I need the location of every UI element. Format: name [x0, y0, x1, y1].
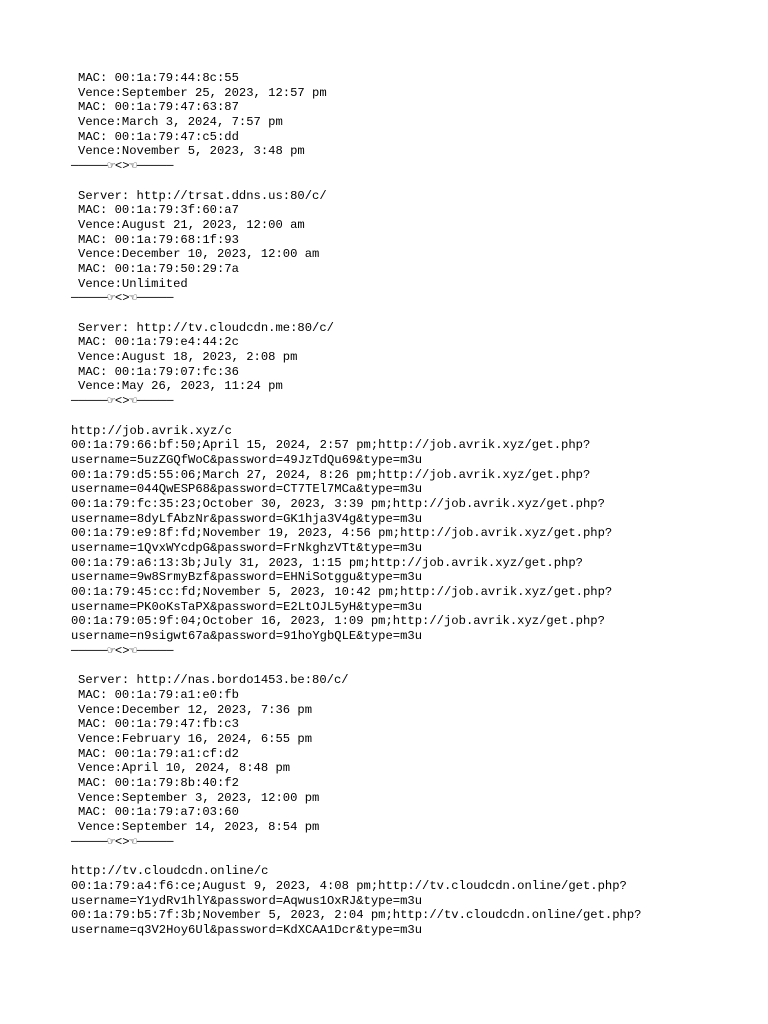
- m3u-credentials-line: username=044QwESP68&password=CT7TEl7MCa&type=m3u: [71, 482, 423, 497]
- m3u-entry-line: 00:1a:79:d5:55:06;March 27, 2024, 8:26 pm;http://job.avrik.xyz/get.php?: [71, 467, 591, 482]
- server-block-3: [71, 673, 751, 849]
- mac-line: MAC: 00:1a:79:47:63:87: [78, 100, 239, 115]
- separator-line: ─────☞<>☜─────: [71, 159, 174, 174]
- blank-line: [71, 174, 751, 189]
- vence-line: Vence:August 18, 2023, 2:08 pm: [78, 350, 298, 365]
- portal-url-line: http://tv.cloudcdn.online/c: [71, 864, 269, 879]
- mac-line: MAC: 00:1a:79:47:c5:dd: [78, 129, 239, 144]
- vence-line: Vence:May 26, 2023, 11:24 pm: [78, 379, 283, 394]
- server-block-1: [71, 189, 751, 307]
- vence-line: Vence:December 10, 2023, 12:00 am: [78, 247, 320, 262]
- mac-line: MAC: 00:1a:79:a1:e0:fb: [78, 687, 239, 702]
- blank-line: [71, 659, 751, 674]
- mac-line: MAC: 00:1a:79:a1:cf:d2: [78, 746, 239, 761]
- m3u-entry-line: 00:1a:79:66:bf:50;April 15, 2024, 2:57 pm;http://job.avrik.xyz/get.php?: [71, 438, 591, 453]
- m3u-entry-line: 00:1a:79:05:9f:04;October 16, 2023, 1:09 pm;http://job.avrik.xyz/get.php?: [71, 614, 605, 629]
- vence-line: Vence:November 5, 2023, 3:48 pm: [78, 144, 305, 159]
- m3u-entry-line: 00:1a:79:a6:13:3b;July 31, 2023, 1:15 pm;http://job.avrik.xyz/get.php?: [71, 555, 583, 570]
- separator-line: ─────☞<>☜─────: [71, 834, 174, 849]
- blank-line: [71, 306, 751, 321]
- separator-line: ─────☞<>☜─────: [71, 394, 174, 409]
- mac-line: MAC: 00:1a:79:07:fc:36: [78, 364, 239, 379]
- m3u-credentials-line: username=Y1ydRv1hlY&password=Aqwus1OxRJ&type=m3u: [71, 893, 423, 908]
- m3u-block-1: [71, 424, 751, 659]
- server-url-line: Server: http://tv.cloudcdn.me:80/c/: [78, 320, 334, 335]
- m3u-block-2: [71, 864, 751, 937]
- m3u-credentials-line: username=9w8SrmyBzf&password=EHNiSotggu&type=m3u: [71, 570, 423, 585]
- m3u-credentials-line: username=PK0oKsTaPX&password=E2LtOJL5yH&type=m3u: [71, 599, 423, 614]
- blank-line: [71, 849, 751, 864]
- vence-line: Vence:December 12, 2023, 7:36 pm: [78, 702, 313, 717]
- m3u-entry-line: 00:1a:79:e9:8f:fd;November 19, 2023, 4:56 pm;http://job.avrik.xyz/get.php?: [71, 526, 613, 541]
- mac-line: MAC: 00:1a:79:8b:40:f2: [78, 776, 239, 790]
- vence-line: Vence:March 3, 2024, 7:57 pm: [78, 115, 283, 130]
- vence-line: Vence:September 14, 2023, 8:54 pm: [78, 820, 320, 835]
- mac-line: MAC: 00:1a:79:68:1f:93: [78, 232, 239, 247]
- server-url-line: Server: http://trsat.ddns.us:80/c/: [78, 188, 327, 203]
- m3u-credentials-line: username=8dyLfAbzNr&password=GK1hja3V4g&type=m3u: [71, 511, 423, 526]
- mac-line: MAC: 00:1a:79:e4:44:2c: [78, 335, 239, 350]
- server-block-2: [71, 321, 751, 409]
- vence-line: Vence:February 16, 2024, 6:55 pm: [78, 731, 313, 746]
- separator-line: ─────☞<>☜─────: [71, 291, 174, 306]
- m3u-entry-line: 00:1a:79:b5:7f:3b;November 5, 2023, 2:04 pm;http://tv.cloudcdn.online/get.php?: [71, 908, 642, 923]
- document-page: [71, 71, 751, 938]
- vence-line: Vence:September 25, 2023, 12:57 pm: [78, 85, 327, 100]
- m3u-credentials-line: username=q3V2Hoy6Ul&password=KdXCAA1Dcr&type=m3u: [71, 922, 423, 937]
- m3u-entry-line: 00:1a:79:a4:f6:ce;August 9, 2023, 4:08 pm;http://tv.cloudcdn.online/get.php?: [71, 878, 627, 893]
- server-url-line: Server: http://nas.bordo1453.be:80/c/: [78, 673, 349, 688]
- mac-line: MAC: 00:1a:79:50:29:7a: [78, 261, 239, 276]
- m3u-entry-line: 00:1a:79:45:cc:fd;November 5, 2023, 10:42 pm;http://job.avrik.xyz/get.php?: [71, 585, 613, 600]
- m3u-credentials-line: username=n9sigwt67a&password=91hoYgbQLE&type=m3u: [71, 629, 423, 644]
- blank-line: [71, 409, 751, 424]
- vence-line: Vence:April 10, 2024, 8:48 pm: [78, 761, 291, 776]
- m3u-credentials-line: username=5uzZGQfWoC&password=49JzTdQu69&type=m3u: [71, 452, 423, 467]
- mac-line: MAC: 00:1a:79:47:fb:c3: [78, 717, 239, 732]
- server-block-0: [71, 71, 751, 174]
- mac-line: MAC: 00:1a:79:44:8c:55: [78, 71, 239, 85]
- m3u-entry-line: 00:1a:79:fc:35:23;October 30, 2023, 3:39 pm;http://job.avrik.xyz/get.php?: [71, 496, 605, 511]
- separator-line: ─────☞<>☜─────: [71, 643, 174, 658]
- mac-line: MAC: 00:1a:79:3f:60:a7: [78, 203, 239, 218]
- m3u-credentials-line: username=1QvxWYcdpG&password=FrNkghzVTt&type=m3u: [71, 541, 423, 555]
- vence-line: Vence:September 3, 2023, 12:00 pm: [78, 790, 320, 805]
- mac-line: MAC: 00:1a:79:a7:03:60: [78, 805, 239, 820]
- portal-url-line: http://job.avrik.xyz/c: [71, 423, 232, 438]
- vence-line: Vence:Unlimited: [78, 276, 188, 291]
- vence-line: Vence:August 21, 2023, 12:00 am: [78, 217, 305, 232]
